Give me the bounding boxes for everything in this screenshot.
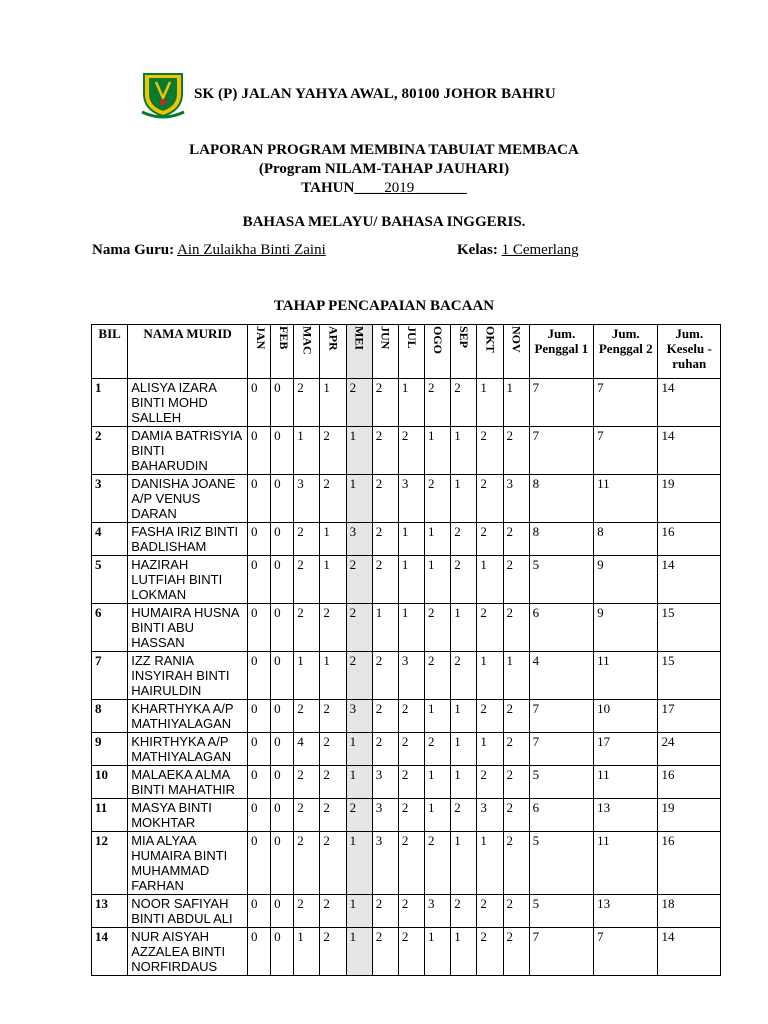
month-score: 1 — [398, 556, 424, 604]
student-name: DAMIA BATRISYIA BINTI BAHARUDIN — [128, 427, 248, 475]
reading-achievement-table — [91, 324, 721, 976]
overall-total: 18 — [658, 895, 721, 928]
month-score: 3 — [346, 700, 372, 733]
row-number: 3 — [92, 475, 128, 523]
col-month-header: SEP — [451, 325, 477, 379]
month-score: 1 — [346, 895, 372, 928]
overall-total: 14 — [658, 556, 721, 604]
overall-total: 16 — [658, 832, 721, 895]
month-score: 2 — [398, 427, 424, 475]
month-score: 2 — [451, 895, 477, 928]
month-score: 3 — [372, 832, 398, 895]
col-month-header: JAN — [247, 325, 270, 379]
month-score: 2 — [320, 733, 346, 766]
table-row — [92, 928, 721, 976]
month-score: 1 — [425, 799, 451, 832]
table-row — [92, 604, 721, 652]
term2-total: 11 — [594, 652, 658, 700]
term1-total: 7 — [529, 928, 593, 976]
year-label: TAHUN — [301, 180, 355, 196]
month-score: 2 — [320, 604, 346, 652]
month-score: 1 — [346, 733, 372, 766]
overall-total: 14 — [658, 379, 721, 427]
teacher-row — [92, 242, 326, 259]
year-line — [0, 180, 768, 197]
month-score: 2 — [346, 556, 372, 604]
term1-total: 5 — [529, 766, 593, 799]
table-row — [92, 652, 721, 700]
student-name: MALAEKA ALMA BINTI MAHATHIR — [128, 766, 248, 799]
month-score: 0 — [247, 928, 270, 976]
month-score: 2 — [320, 427, 346, 475]
term1-total: 5 — [529, 895, 593, 928]
month-score: 0 — [271, 700, 294, 733]
student-name: HAZIRAH LUTFIAH BINTI LOKMAN — [128, 556, 248, 604]
col-month-header: OGO — [425, 325, 451, 379]
month-score: 2 — [320, 766, 346, 799]
month-score: 2 — [503, 604, 529, 652]
month-score: 2 — [320, 895, 346, 928]
month-score: 1 — [425, 427, 451, 475]
class-row — [457, 242, 579, 259]
term2-total: 10 — [594, 700, 658, 733]
month-score: 2 — [503, 523, 529, 556]
term2-total: 13 — [594, 799, 658, 832]
month-score: 2 — [294, 895, 320, 928]
month-score: 2 — [425, 652, 451, 700]
col-month-header: NOV — [503, 325, 529, 379]
month-score: 2 — [503, 895, 529, 928]
month-score: 1 — [320, 652, 346, 700]
overall-total: 15 — [658, 604, 721, 652]
student-name: ALISYA IZARA BINTI MOHD SALLEH — [128, 379, 248, 427]
month-score: 1 — [451, 766, 477, 799]
month-score: 2 — [398, 832, 424, 895]
month-score: 4 — [294, 733, 320, 766]
subject-line: BAHASA MELAYU/ BAHASA INGGERIS. — [242, 214, 526, 230]
month-score: 2 — [372, 427, 398, 475]
table-row — [92, 766, 721, 799]
term2-total: 17 — [594, 733, 658, 766]
month-score: 1 — [346, 427, 372, 475]
month-score: 2 — [477, 766, 503, 799]
month-score: 2 — [477, 475, 503, 523]
row-number: 9 — [92, 733, 128, 766]
month-score: 2 — [477, 895, 503, 928]
month-score: 2 — [372, 556, 398, 604]
month-score: 1 — [425, 523, 451, 556]
month-score: 2 — [503, 556, 529, 604]
month-score: 2 — [346, 379, 372, 427]
month-score: 0 — [271, 895, 294, 928]
section-title: TAHAP PENCAPAIAN BACAAN — [273, 298, 495, 314]
month-score: 2 — [503, 832, 529, 895]
month-score: 1 — [477, 832, 503, 895]
month-score: 2 — [372, 733, 398, 766]
month-score: 2 — [320, 832, 346, 895]
month-score: 2 — [372, 700, 398, 733]
overall-total: 19 — [658, 799, 721, 832]
month-score: 1 — [451, 700, 477, 733]
teacher-name: Ain Zulaikha Binti Zaini — [177, 242, 326, 258]
month-score: 0 — [271, 832, 294, 895]
term1-total: 5 — [529, 832, 593, 895]
month-score: 0 — [247, 379, 270, 427]
month-score: 2 — [320, 928, 346, 976]
overall-total: 16 — [658, 523, 721, 556]
month-score: 1 — [451, 427, 477, 475]
month-score: 1 — [346, 928, 372, 976]
row-number: 10 — [92, 766, 128, 799]
month-score: 2 — [294, 832, 320, 895]
month-score: 0 — [271, 475, 294, 523]
month-score: 2 — [503, 928, 529, 976]
month-score: 3 — [372, 766, 398, 799]
month-score: 1 — [451, 733, 477, 766]
overall-total: 14 — [658, 928, 721, 976]
term1-total: 7 — [529, 379, 593, 427]
student-name: MASYA BINTI MOKHTAR — [128, 799, 248, 832]
class-name: 1 Cemerlang — [501, 242, 579, 258]
month-score: 2 — [451, 523, 477, 556]
month-score: 1 — [425, 928, 451, 976]
table-row — [92, 799, 721, 832]
month-score: 0 — [247, 427, 270, 475]
month-score: 2 — [503, 733, 529, 766]
col-month-header: OKT — [477, 325, 503, 379]
term1-total: 5 — [529, 556, 593, 604]
month-score: 2 — [398, 700, 424, 733]
col-month-header: JUN — [372, 325, 398, 379]
row-number: 8 — [92, 700, 128, 733]
month-score: 2 — [294, 556, 320, 604]
term1-total: 7 — [529, 427, 593, 475]
col-term2-header: Jum. Penggal 2 — [594, 325, 658, 379]
month-score: 2 — [372, 928, 398, 976]
month-score: 1 — [346, 766, 372, 799]
month-score: 1 — [320, 556, 346, 604]
month-score: 2 — [477, 928, 503, 976]
month-score: 2 — [477, 523, 503, 556]
term2-total: 9 — [594, 604, 658, 652]
month-score: 0 — [247, 733, 270, 766]
month-score: 2 — [425, 475, 451, 523]
overall-total: 17 — [658, 700, 721, 733]
month-score: 1 — [398, 604, 424, 652]
table-row — [92, 523, 721, 556]
student-name: IZZ RANIA INSYIRAH BINTI HAIRULDIN — [128, 652, 248, 700]
month-score: 0 — [271, 556, 294, 604]
month-score: 0 — [271, 928, 294, 976]
term1-total: 8 — [529, 475, 593, 523]
month-score: 0 — [271, 379, 294, 427]
student-name: FASHA IRIZ BINTI BADLISHAM — [128, 523, 248, 556]
month-score: 1 — [477, 556, 503, 604]
month-score: 0 — [247, 556, 270, 604]
month-score: 2 — [477, 604, 503, 652]
term2-total: 11 — [594, 832, 658, 895]
col-overall-header: Jum. Keselu -ruhan — [658, 325, 721, 379]
month-score: 1 — [451, 475, 477, 523]
month-score: 2 — [503, 766, 529, 799]
student-name: NUR AISYAH AZZALEA BINTI NORFIRDAUS — [128, 928, 248, 976]
month-score: 2 — [294, 799, 320, 832]
school-crest-icon — [140, 68, 186, 120]
table-row — [92, 556, 721, 604]
month-score: 0 — [271, 652, 294, 700]
month-score: 1 — [477, 652, 503, 700]
term2-total: 13 — [594, 895, 658, 928]
term1-total: 4 — [529, 652, 593, 700]
month-score: 0 — [271, 523, 294, 556]
col-name-header: NAMA MURID — [128, 325, 248, 379]
month-score: 1 — [451, 832, 477, 895]
month-score: 1 — [425, 556, 451, 604]
col-bil-header: BIL — [92, 325, 128, 379]
month-score: 0 — [247, 832, 270, 895]
table-row — [92, 427, 721, 475]
month-score: 1 — [451, 604, 477, 652]
month-score: 2 — [503, 700, 529, 733]
month-score: 2 — [425, 733, 451, 766]
table-row — [92, 475, 721, 523]
row-number: 2 — [92, 427, 128, 475]
month-score: 1 — [477, 379, 503, 427]
row-number: 5 — [92, 556, 128, 604]
month-score: 3 — [398, 475, 424, 523]
month-score: 2 — [294, 523, 320, 556]
month-score: 2 — [398, 799, 424, 832]
month-score: 2 — [398, 895, 424, 928]
month-score: 1 — [294, 928, 320, 976]
overall-total: 14 — [658, 427, 721, 475]
month-score: 3 — [294, 475, 320, 523]
month-score: 1 — [503, 379, 529, 427]
row-number: 11 — [92, 799, 128, 832]
month-score: 0 — [271, 733, 294, 766]
month-score: 3 — [425, 895, 451, 928]
school-header — [140, 68, 556, 120]
row-number: 12 — [92, 832, 128, 895]
table-body — [92, 379, 721, 976]
month-score: 2 — [372, 652, 398, 700]
term2-total: 11 — [594, 475, 658, 523]
month-score: 2 — [320, 799, 346, 832]
month-score: 2 — [346, 652, 372, 700]
term2-total: 7 — [594, 928, 658, 976]
month-score: 2 — [451, 556, 477, 604]
col-month-header: MEI — [346, 325, 372, 379]
month-score: 2 — [372, 475, 398, 523]
col-month-header: MAC — [294, 325, 320, 379]
term2-total: 8 — [594, 523, 658, 556]
month-score: 1 — [451, 928, 477, 976]
month-score: 1 — [477, 733, 503, 766]
month-score: 2 — [477, 700, 503, 733]
year-value: ____2019_______ — [354, 180, 467, 196]
month-score: 2 — [398, 766, 424, 799]
month-score: 2 — [372, 379, 398, 427]
month-score: 2 — [320, 700, 346, 733]
student-name: KHARTHYKA A/P MATHIYALAGAN — [128, 700, 248, 733]
month-score: 1 — [346, 832, 372, 895]
term1-total: 7 — [529, 700, 593, 733]
col-month-header: FEB — [271, 325, 294, 379]
month-score: 2 — [425, 604, 451, 652]
month-score: 2 — [372, 523, 398, 556]
month-score: 2 — [320, 475, 346, 523]
term2-total: 9 — [594, 556, 658, 604]
month-score: 1 — [320, 379, 346, 427]
month-score: 2 — [294, 700, 320, 733]
student-name: DANISHA JOANE A/P VENUS DARAN — [128, 475, 248, 523]
month-score: 1 — [425, 766, 451, 799]
table-row — [92, 832, 721, 895]
month-score: 2 — [294, 379, 320, 427]
table-row — [92, 895, 721, 928]
month-score: 2 — [503, 427, 529, 475]
school-name: SK (P) JALAN YAHYA AWAL, 80100 JOHOR BAHRU — [194, 85, 556, 102]
table-row — [92, 700, 721, 733]
term2-total: 11 — [594, 766, 658, 799]
report-title: LAPORAN PROGRAM MEMBINA TABUIAT MEMBACA — [189, 142, 579, 158]
month-score: 0 — [247, 700, 270, 733]
overall-total: 24 — [658, 733, 721, 766]
term1-total: 6 — [529, 604, 593, 652]
month-score: 0 — [247, 766, 270, 799]
class-label: Kelas: — [457, 242, 498, 258]
row-number: 7 — [92, 652, 128, 700]
month-score: 0 — [247, 523, 270, 556]
month-score: 1 — [294, 427, 320, 475]
month-score: 1 — [503, 652, 529, 700]
month-score: 1 — [398, 523, 424, 556]
student-name: NOOR SAFIYAH BINTI ABDUL ALI — [128, 895, 248, 928]
month-score: 0 — [271, 799, 294, 832]
month-score: 2 — [503, 799, 529, 832]
month-score: 2 — [398, 928, 424, 976]
month-score: 2 — [346, 799, 372, 832]
term2-total: 7 — [594, 427, 658, 475]
table-row — [92, 733, 721, 766]
month-score: 3 — [398, 652, 424, 700]
row-number: 6 — [92, 604, 128, 652]
month-score: 1 — [425, 700, 451, 733]
month-score: 3 — [477, 799, 503, 832]
overall-total: 19 — [658, 475, 721, 523]
month-score: 1 — [346, 475, 372, 523]
overall-total: 15 — [658, 652, 721, 700]
month-score: 2 — [372, 895, 398, 928]
month-score: 1 — [372, 604, 398, 652]
month-score: 1 — [320, 523, 346, 556]
month-score: 0 — [271, 604, 294, 652]
month-score: 0 — [247, 895, 270, 928]
month-score: 0 — [247, 475, 270, 523]
month-score: 3 — [503, 475, 529, 523]
month-score: 0 — [247, 604, 270, 652]
month-score: 2 — [398, 733, 424, 766]
month-score: 0 — [247, 799, 270, 832]
month-score: 1 — [294, 652, 320, 700]
overall-total: 16 — [658, 766, 721, 799]
month-score: 2 — [477, 427, 503, 475]
term1-total: 8 — [529, 523, 593, 556]
table-row — [92, 379, 721, 427]
row-number: 13 — [92, 895, 128, 928]
month-score: 0 — [247, 652, 270, 700]
student-name: HUMAIRA HUSNA BINTI ABU HASSAN — [128, 604, 248, 652]
month-score: 1 — [398, 379, 424, 427]
term1-total: 6 — [529, 799, 593, 832]
col-term1-header: Jum. Penggal 1 — [529, 325, 593, 379]
month-score: 2 — [294, 766, 320, 799]
month-score: 2 — [294, 604, 320, 652]
month-score: 2 — [451, 379, 477, 427]
month-score: 3 — [372, 799, 398, 832]
row-number: 4 — [92, 523, 128, 556]
term1-total: 7 — [529, 733, 593, 766]
teacher-label: Nama Guru: — [92, 242, 175, 258]
month-score: 2 — [425, 832, 451, 895]
month-score: 2 — [346, 604, 372, 652]
month-score: 2 — [451, 799, 477, 832]
row-number: 14 — [92, 928, 128, 976]
row-number: 1 — [92, 379, 128, 427]
student-name: KHIRTHYKA A/P MATHIYALAGAN — [128, 733, 248, 766]
month-score: 0 — [271, 427, 294, 475]
col-month-header: APR — [320, 325, 346, 379]
month-score: 3 — [346, 523, 372, 556]
month-score: 0 — [271, 766, 294, 799]
student-name: MIA ALYAA HUMAIRA BINTI MUHAMMAD FARHAN — [128, 832, 248, 895]
col-month-header: JUL — [398, 325, 424, 379]
term2-total: 7 — [594, 379, 658, 427]
table-header-row — [92, 325, 721, 379]
program-name: (Program NILAM-TAHAP JAUHARI) — [258, 161, 510, 177]
month-score: 2 — [451, 652, 477, 700]
month-score: 2 — [425, 379, 451, 427]
